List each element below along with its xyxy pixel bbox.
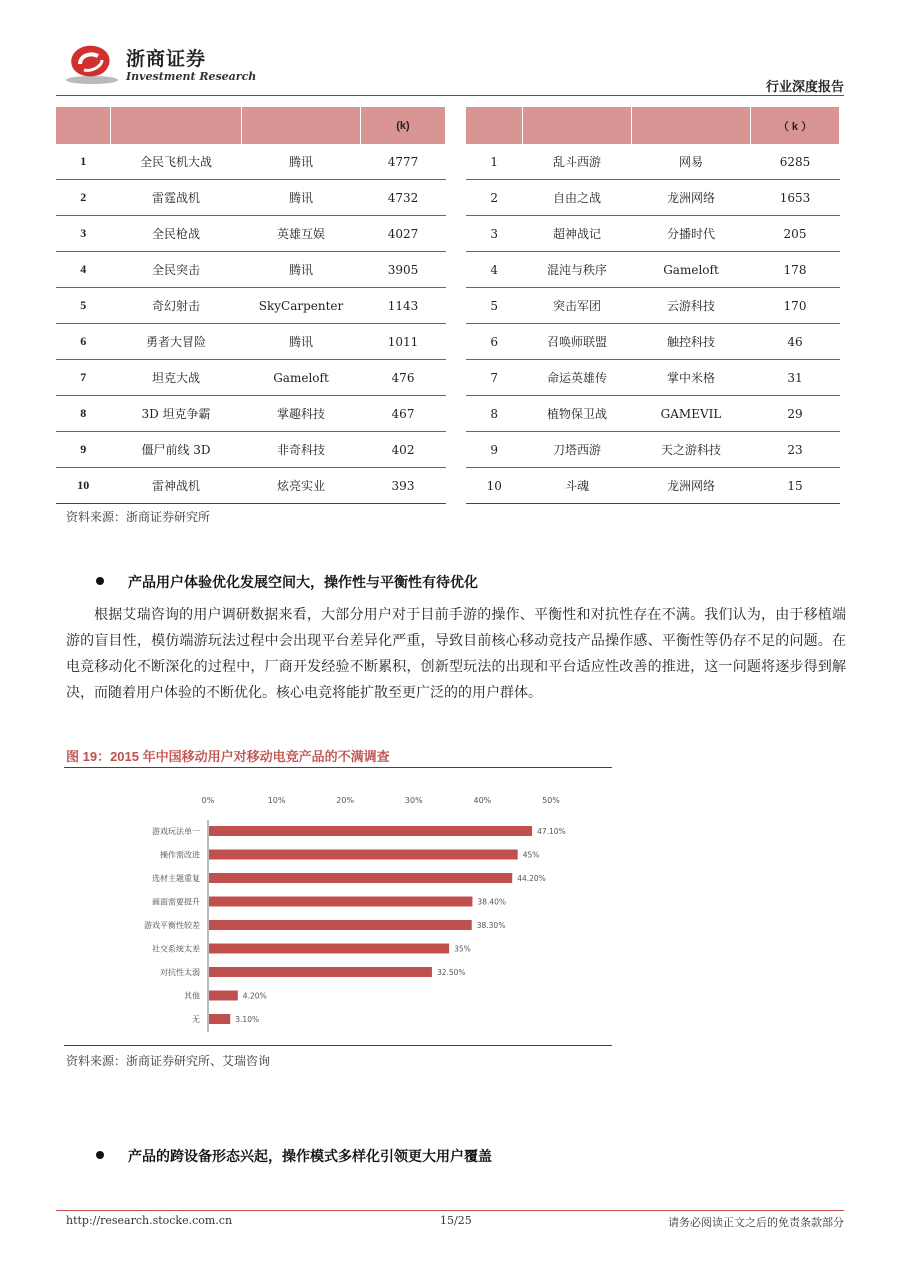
report-type-label: 行业深度报告 [765, 80, 844, 95]
downloads-cell: 178 [751, 252, 840, 288]
company-cell: SkyCarpenter [242, 288, 361, 324]
bar-value-label: 45% [522, 850, 540, 860]
company-cell: 腾讯 [242, 144, 361, 180]
company-cell: GAMEVIL [632, 396, 751, 432]
company-cell: 炫亮实业 [242, 468, 361, 504]
figure-bottom-rule [64, 1045, 612, 1046]
table-row [56, 252, 446, 288]
figure-title: 图 19：2015 年中国移动用户对移动电竞产品的不满调查 [66, 749, 390, 764]
table-header-row [56, 107, 446, 144]
game-name-cell: 雷霆战机 [111, 180, 242, 216]
downloads-cell: 46 [751, 324, 840, 360]
downloads-cell: 476 [361, 360, 446, 396]
section-heading [96, 572, 478, 592]
rank-cell: 2 [56, 180, 111, 216]
x-tick-label: 50% [542, 796, 560, 805]
y-category-label: 选材主题重复 [152, 874, 200, 883]
table-row [466, 324, 840, 360]
table-row [56, 468, 446, 504]
header-cell [56, 107, 111, 144]
rank-cell: 6 [56, 324, 111, 360]
game-name-cell: 全民飞机大战 [111, 144, 242, 180]
y-category-label: 画面需要提升 [152, 897, 200, 907]
game-name-cell: 突击军团 [523, 288, 632, 324]
section-heading [96, 1146, 492, 1166]
company-cell: 网易 [632, 144, 751, 180]
header-cell [111, 107, 242, 144]
rank-cell: 3 [466, 216, 523, 252]
table-source-note: 资料来源：浙商证券研究所 [66, 510, 211, 524]
downloads-cell: 1653 [751, 180, 840, 216]
section-heading-text: 产品的跨设备形态兴起，操作模式多样化引领更大用户覆盖 [128, 1149, 492, 1165]
downloads-cell: 6285 [751, 144, 840, 180]
downloads-cell: 205 [751, 216, 840, 252]
ranking-table-right [466, 107, 840, 504]
game-name-cell: 雷神战机 [111, 468, 242, 504]
company-cell: Gameloft [632, 252, 751, 288]
header-cell: (k) [361, 107, 446, 144]
rank-cell: 4 [466, 252, 523, 288]
company-cell: 腾讯 [242, 180, 361, 216]
company-cell: Gameloft [242, 360, 361, 396]
rank-cell: 1 [466, 144, 523, 180]
company-cell: 龙洲网络 [632, 468, 751, 504]
x-tick-label: 10% [267, 796, 286, 805]
bar [209, 920, 472, 930]
table-row [56, 144, 446, 180]
rank-cell: 6 [466, 324, 523, 360]
bar [209, 944, 449, 954]
section-heading-text: 产品用户体验优化发展空间大，操作性与平衡性有待优化 [128, 575, 478, 591]
table-row [466, 216, 840, 252]
game-name-cell: 勇者大冒险 [111, 324, 242, 360]
game-name-cell: 刀塔西游 [523, 432, 632, 468]
bar [209, 873, 512, 883]
bar-value-label: 38.40% [477, 897, 507, 907]
bar [209, 897, 472, 907]
x-tick-label: 30% [404, 796, 423, 805]
bar [209, 826, 532, 836]
y-category-label: 其他 [184, 991, 200, 1001]
rank-cell: 8 [466, 396, 523, 432]
game-name-cell: 坦克大战 [111, 360, 242, 396]
rank-cell: 5 [56, 288, 111, 324]
company-cell: 腾讯 [242, 252, 361, 288]
rank-cell: 1 [56, 144, 111, 180]
table-row [466, 180, 840, 216]
table-row [466, 288, 840, 324]
downloads-cell: 3905 [361, 252, 446, 288]
y-category-label: 游戏玩法单一 [152, 827, 200, 836]
table-header-row [466, 107, 840, 144]
bar-value-label: 47.10% [537, 827, 566, 836]
game-name-cell: 混沌与秩序 [523, 252, 632, 288]
game-name-cell: 奇幻射击 [111, 288, 242, 324]
bar-value-label: 44.20% [517, 874, 546, 883]
game-name-cell: 植物保卫战 [523, 396, 632, 432]
brand-name-cn: 浙商证券 [126, 48, 207, 70]
bar-value-label: 4.20% [242, 991, 267, 1001]
company-cell: 触控科技 [632, 324, 751, 360]
table-row [56, 324, 446, 360]
company-cell: 掌中米格 [632, 360, 751, 396]
dissatisfaction-bar-chart [64, 770, 612, 1042]
bar-value-label: 38.30% [476, 921, 506, 930]
game-name-cell: 超神战记 [523, 216, 632, 252]
x-tick-label: 20% [336, 796, 355, 805]
downloads-cell: 31 [751, 360, 840, 396]
header-cell: （ k ） [751, 107, 840, 144]
downloads-cell: 23 [751, 432, 840, 468]
table-row [466, 360, 840, 396]
brand-name-en: Investment Research [126, 70, 257, 83]
figure-source-note: 资料来源：浙商证券研究所、艾瑞咨询 [66, 1054, 271, 1068]
bullet-icon [96, 577, 104, 585]
y-category-label: 操作需改进 [160, 850, 200, 860]
game-name-cell: 召唤师联盟 [523, 324, 632, 360]
rank-cell: 9 [56, 432, 111, 468]
company-cell: 云游科技 [632, 288, 751, 324]
downloads-cell: 29 [751, 396, 840, 432]
header-cell [523, 107, 632, 144]
header-cell [632, 107, 751, 144]
y-category-label: 无 [192, 1015, 200, 1024]
table-row [466, 396, 840, 432]
rank-cell: 9 [466, 432, 523, 468]
downloads-cell: 1143 [361, 288, 446, 324]
bar-value-label: 32.50% [436, 968, 466, 977]
rank-cell: 5 [466, 288, 523, 324]
bar-value-label: 35% [454, 944, 471, 954]
bar [209, 850, 518, 860]
game-name-cell: 乱斗西游 [523, 144, 632, 180]
company-cell: 天之游科技 [632, 432, 751, 468]
bar [209, 967, 432, 977]
rank-cell: 8 [56, 396, 111, 432]
downloads-cell: 170 [751, 288, 840, 324]
body-paragraph: 根据艾瑞咨询的用户调研数据来看，大部分用户对于目前手游的操作、平衡性和对抗性存在不满。我们认为，由于移植端游的盲目性，模仿端游玩法过程中会出现平台差异化严重，导致目前核心移动竞技产品操作感、平衡性等仍存不足的问题。在电竞移动化不断深化的过程中，厂商开发经验不断累积，创新型玩法的出现和平台适应性改善的推进，这一问题将逐步得到解决，而随着用户体验的不断优化。核心电竞将能扩散至更广泛的的用户群体。 [66, 607, 846, 701]
table-row [56, 432, 446, 468]
game-name-cell: 全民突击 [111, 252, 242, 288]
bar [209, 1014, 230, 1024]
x-tick-label: 0% [201, 796, 215, 805]
table-row [56, 396, 446, 432]
game-name-cell: 命运英雄传 [523, 360, 632, 396]
bar-value-label: 3.10% [235, 1015, 260, 1024]
table-row [466, 252, 840, 288]
company-cell: 腾讯 [242, 324, 361, 360]
rank-cell: 3 [56, 216, 111, 252]
game-name-cell: 3D 坦克争霸 [111, 396, 242, 432]
rank-cell: 7 [56, 360, 111, 396]
rank-cell: 10 [466, 468, 523, 504]
bullet-icon [96, 1151, 104, 1159]
downloads-cell: 4732 [361, 180, 446, 216]
table-row [56, 216, 446, 252]
table-row [56, 360, 446, 396]
y-category-label: 对抗性太弱 [160, 968, 200, 977]
footer-url-link[interactable]: http://research.stocke.com.cn [66, 1214, 233, 1227]
company-cell: 掌趣科技 [242, 396, 361, 432]
figure-top-rule [64, 767, 612, 768]
downloads-cell: 467 [361, 396, 446, 432]
header-cell [242, 107, 361, 144]
company-cell: 龙洲网络 [632, 180, 751, 216]
rank-cell: 10 [56, 468, 111, 504]
header-cell [466, 107, 523, 144]
table-row [56, 288, 446, 324]
table-row [466, 468, 840, 504]
x-tick-label: 40% [473, 796, 492, 805]
company-logo-icon [62, 38, 122, 86]
downloads-cell: 4777 [361, 144, 446, 180]
company-cell: 非奇科技 [242, 432, 361, 468]
game-name-cell: 全民枪战 [111, 216, 242, 252]
company-cell: 分播时代 [632, 216, 751, 252]
page-number: 15/25 [440, 1214, 472, 1227]
downloads-cell: 15 [751, 468, 840, 504]
rank-cell: 7 [466, 360, 523, 396]
table-row [466, 432, 840, 468]
rank-cell: 4 [56, 252, 111, 288]
y-category-label: 游戏平衡性较差 [144, 921, 200, 930]
downloads-cell: 402 [361, 432, 446, 468]
downloads-cell: 1011 [361, 324, 446, 360]
downloads-cell: 393 [361, 468, 446, 504]
game-name-cell: 斗魂 [523, 468, 632, 504]
downloads-cell: 4027 [361, 216, 446, 252]
company-cell: 英雄互娱 [242, 216, 361, 252]
bar [209, 991, 238, 1001]
ranking-table-left [56, 107, 446, 504]
footer-divider [56, 1210, 844, 1211]
y-category-label: 社交系统太差 [152, 944, 200, 954]
game-name-cell: 自由之战 [523, 180, 632, 216]
table-row [56, 180, 446, 216]
rank-cell: 2 [466, 180, 523, 216]
table-row [466, 144, 840, 180]
game-name-cell: 僵尸前线 3D [111, 432, 242, 468]
footer-disclaimer: 请务必阅读正文之后的免责条款部分 [668, 1216, 844, 1229]
header-divider [56, 95, 844, 96]
